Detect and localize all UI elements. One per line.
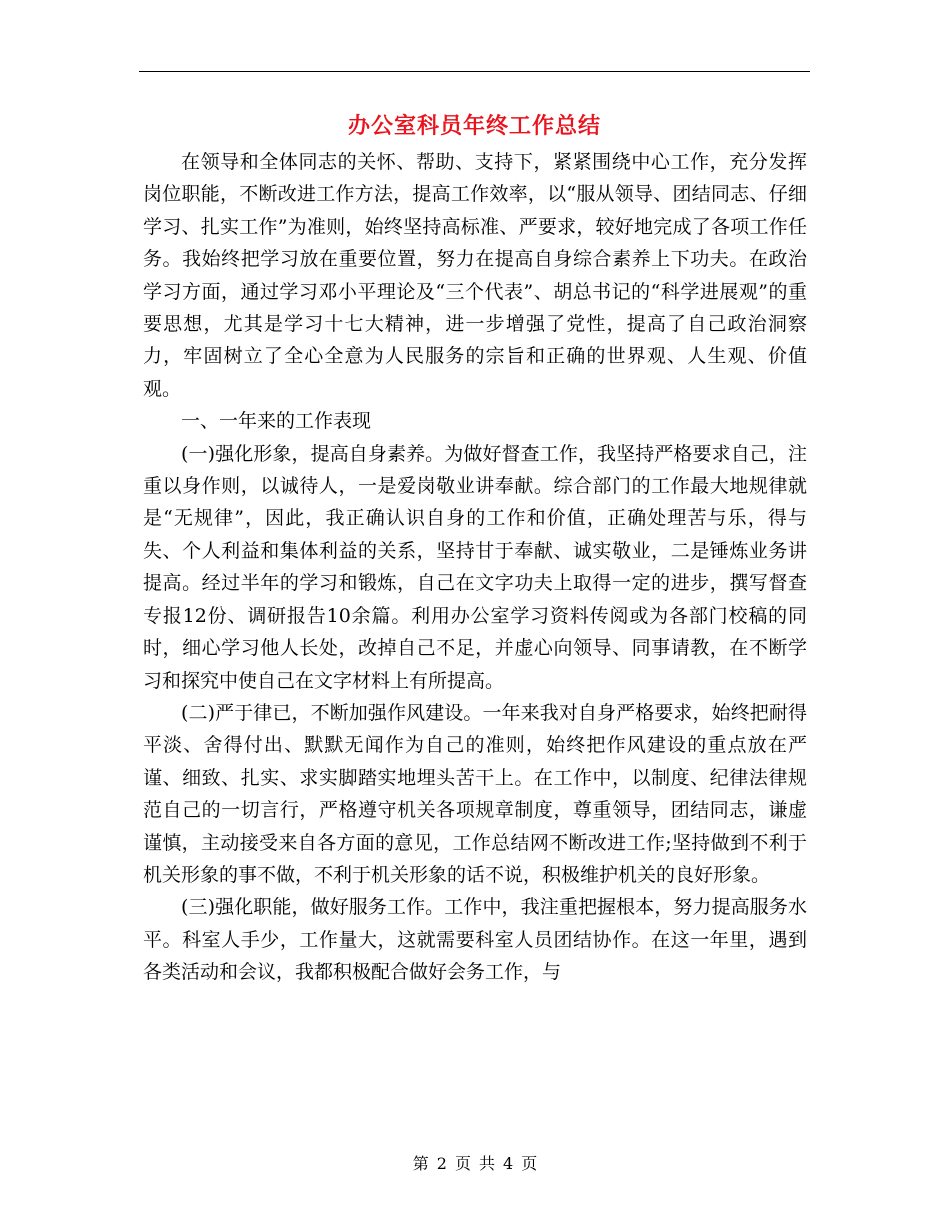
paragraph-item-3: (三)强化职能，做好服务工作。工作中，我注重把握根本，努力提高服务水平。科室人手少，工作量大，这就需要科室人员团结协作。在这一年里，遇到各类活动和会议，我都积极配合做好会务工作，与 — [143, 896, 807, 984]
footer-page-unit: 页 — [454, 1154, 471, 1173]
footer-total-prefix: 共 — [479, 1154, 496, 1173]
footer-total-pages: 4 — [503, 1154, 514, 1173]
footer-page-prefix: 第 — [412, 1154, 429, 1173]
paragraph-intro: 在领导和全体同志的关怀、帮助、支持下，紧紧围绕中心工作，充分发挥岗位职能，不断改进工作方法，提高工作效率，以“服从领导、团结同志、仔细学习、扎实工作”为准则，始终坚持高标准、严要求，较好地完成了各项工作任务。我始终把学习放在重要位置，努力在提高自身综合素养上下功夫。在政治学习方面，通过学习邓小平理论及“三个代表”、胡总书记的“科学进展观”的重要思想，尤其是学习十七大精神，进一步增强了党性，提高了自己政治洞察力，牢固树立了全心全意为人民服务的宗旨和正确的世界观、人生观、价值观。 — [143, 151, 807, 400]
footer-current-page: 2 — [436, 1154, 447, 1173]
document-body — [143, 146, 807, 989]
header-rule — [139, 71, 810, 72]
document-title: 办公室科员年终工作总结 — [347, 113, 601, 139]
paragraph-item-2: (二)严于律已，不断加强作风建设。一年来我对自身严格要求，始终把耐得平淡、舍得付出、默默无闻作为自己的准则，始终把作风建设的重点放在严谨、细致、扎实、求实脚踏实地埋头苦干上。在工作中，以制度、纪律法律规范自己的一切言行，严格遵守机关各项规章制度，尊重领导，团结同志，谦虚谨慎，主动接受来自各方面的意见，工作总结网不断改进工作;坚持做到不利于机关形象的事不做，不利于机关形象的话不说，积极维护机关的良好形象。 — [143, 701, 807, 886]
page-footer — [0, 1152, 950, 1176]
section-heading: 一、一年来的工作表现 — [181, 410, 372, 433]
footer-total-unit: 页 — [521, 1154, 538, 1173]
paragraph-item-1: (一)强化形象，提高自身素养。为做好督查工作，我坚持严格要求自己，注重以身作则，以诚待人，一是爱岗敬业讲奉献。综合部门的工作最大地规律就是“无规律”，因此，我正确认识自身的工作和价值，正确处理苦与乐，得与失、个人利益和集体利益的关系，坚持甘于奉献、诚实敬业，二是锤炼业务讲提高。经过半年的学习和锻炼，自己在文字功夫上取得一定的进步，撰写督查专报12份、调研报告10余篇。利用办公室学习资料传阅或为各部门校稿的同时，细心学习他人长处，改掉自己不足，并虚心向领导、同事请教，在不断学习和探究中使自己在文字材料上有所提高。 — [143, 442, 807, 692]
